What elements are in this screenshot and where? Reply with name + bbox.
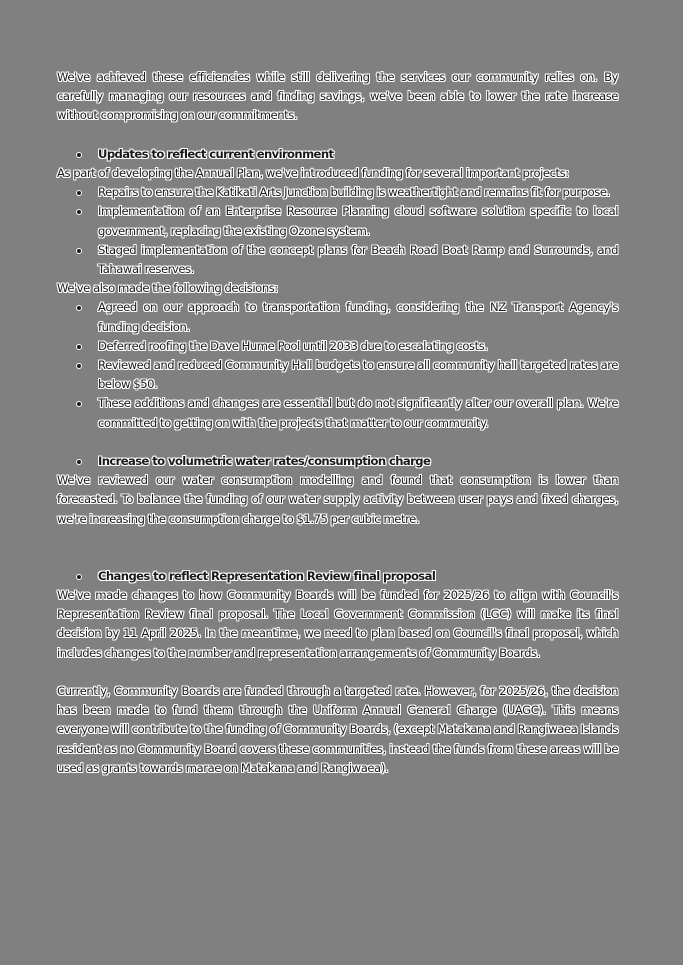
spacer	[57, 126, 618, 145]
updates-intro-paragraph: As part of developing the Annual Plan, we've introduced funding for several important projects:	[57, 166, 569, 180]
intro-paragraph: We've achieved these efficiencies while still delivering the services our community relies on. By carefully managing our resources and finding savings, we've been able to lower the rate increase without compromising on our commitments.	[57, 70, 618, 123]
section-heading-list	[57, 452, 618, 471]
spacer	[57, 529, 618, 567]
list-item: These additions and changes are essential but do not significantly alter our overall plan. We're committed to getting on with the projects that matter to our community.	[98, 394, 618, 432]
water-rates-paragraph: We've reviewed our water consumption modelling and found that consumption is lower than forecasted. To balance the funding of our water supply activity between user pays and fixed charges, we're increasing the consumption charge to $1.75 per cubic metre.	[57, 473, 618, 526]
decisions-list	[57, 298, 618, 432]
projects-list	[57, 183, 618, 279]
list-item: Reviewed and reduced Community Hall budgets to ensure all community hall targeted rates are below $50.	[98, 356, 618, 394]
section-heading-list	[57, 567, 618, 586]
spacer	[57, 663, 618, 682]
section-heading-representation-review: Changes to reflect Representation Review final proposal	[98, 567, 618, 586]
section-heading-water-rates: Increase to volumetric water rates/consumption charge	[98, 452, 618, 471]
decisions-intro-paragraph: We've also made the following decisions:	[57, 281, 278, 296]
representation-paragraph-1: We've made changes to how Community Boards will be funded for 2025/26 to align with Council's Representation Review final proposal. The Local Government Commission (LGC) will make its final decision by 11 April 2025. In the meantime, we need to plan based on Council's final proposal, which includes changes to the number and representation arrangements of Community Boards.	[57, 588, 618, 660]
list-item: Staged implementation of the concept plans for Beach Road Boat Ramp and Surrounds, and Tahawai reserves.	[98, 241, 618, 279]
list-item: Agreed on our approach to transportation funding, considering the NZ Transport Agency's funding decision.	[98, 298, 618, 336]
list-item: Repairs to ensure the Katikati Arts Junction building is weathertight and remains fit for purpose.	[98, 183, 618, 202]
list-item: Deferred roofing the Dave Hume Pool until 2033 due to escalating costs.	[98, 337, 618, 356]
document-page	[57, 68, 618, 778]
spacer	[57, 433, 618, 452]
section-heading-updates: Updates to reflect current environment	[98, 145, 618, 164]
representation-paragraph-2: Currently, Community Boards are funded through a targeted rate. However, for 2025/26, the decision has been made to fund them through the Uniform Annual General Charge (UAGC). This means everyone will contribute to the funding of Community Boards, (except Matakana and Rangiwaea Islands resident as no Community Board covers these communities, instead the funds from these areas will be used as grants towards marae on Matakana and Rangiwaea).	[57, 684, 618, 775]
section-heading-list	[57, 145, 618, 164]
list-item: Implementation of an Enterprise Resource Planning cloud software solution specific to local government, replacing the existing Ozone system.	[98, 202, 618, 240]
